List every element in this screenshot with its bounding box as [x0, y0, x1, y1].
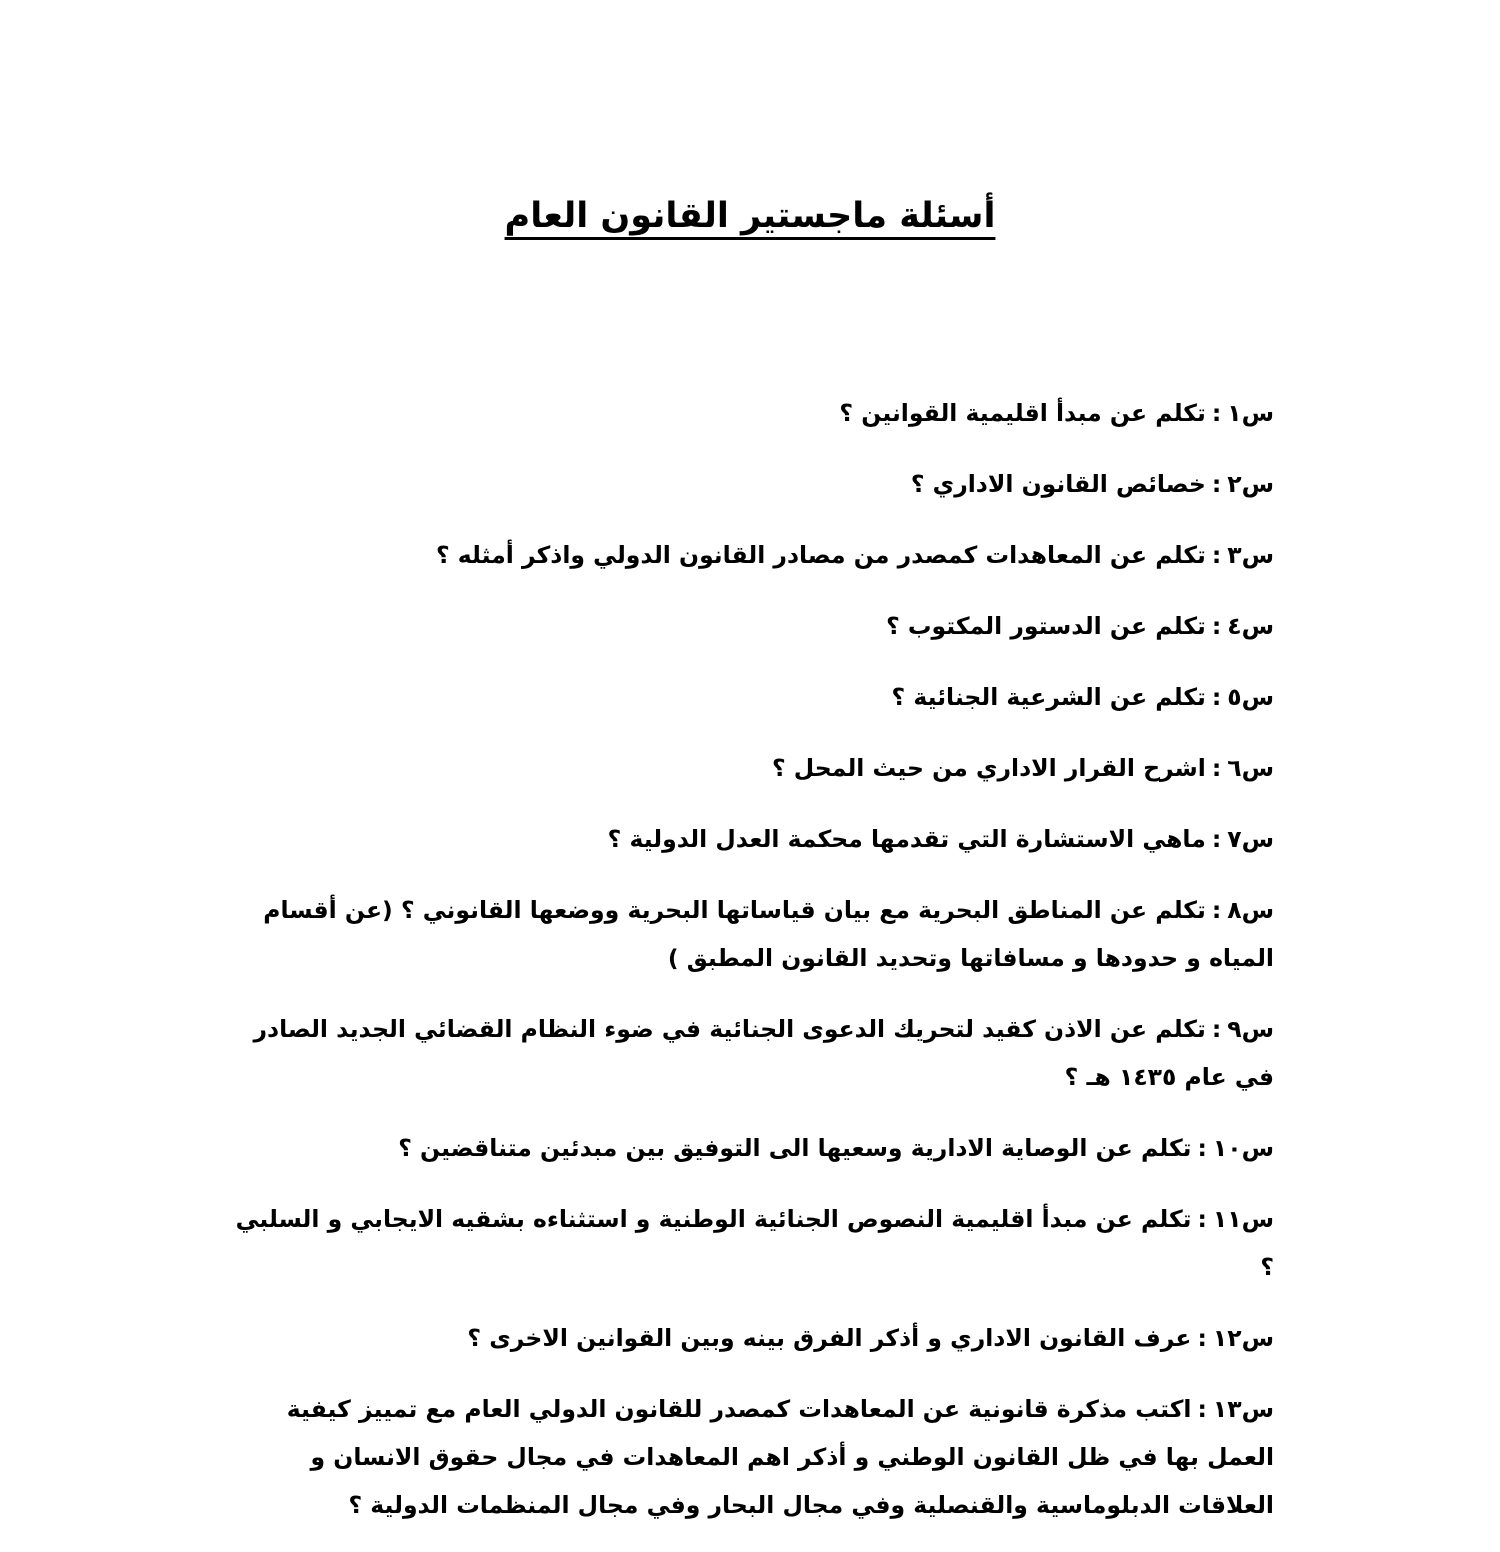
question-item	[234, 744, 1274, 792]
question-item	[234, 602, 1274, 650]
question-number: س١١	[1212, 1205, 1274, 1233]
question-text: تكلم عن مبدأ اقليمية النصوص الجنائية الوطنية و استثناءه بشقيه الايجابي و السلبي ؟	[235, 1205, 1274, 1281]
question-number: س٨	[1227, 896, 1274, 924]
question-separator: :	[1211, 683, 1222, 711]
question-separator: :	[1211, 399, 1222, 427]
question-number: س٢	[1227, 470, 1274, 498]
question-number: س٥	[1227, 683, 1274, 711]
question-item	[234, 1005, 1274, 1101]
question-number: س٤	[1227, 612, 1274, 640]
question-separator: :	[1197, 1134, 1207, 1162]
question-text: تكلم عن المناطق البحرية مع بيان قياساتها البحرية ووضعها القانوني ؟ (عن أقسام المياه و حدودها و مسافاتها وتحديد القانون المطبق )	[263, 896, 1274, 972]
question-number: س١٠	[1212, 1134, 1274, 1162]
question-separator: :	[1211, 896, 1222, 924]
question-text: عرف القانون الاداري و أذكر الفرق بينه وبين القوانين الاخرى ؟	[467, 1324, 1192, 1352]
question-separator: :	[1211, 754, 1222, 782]
question-text: خصائص القانون الاداري ؟	[910, 470, 1206, 498]
question-text: اكتب مذكرة قانونية عن المعاهدات كمصدر للقانون الدولي العام مع تمييز كيفية العمل بها في ظل القانون الوطني و أذكر اهم المعاهدات في مجال حقوق الانسان و العلاقات الدبلوماسية والقنصلية وفي مجال البحار وفي مجال المنظمات الدولية ؟	[286, 1395, 1274, 1519]
question-number: س٦	[1227, 754, 1274, 782]
question-text: ماهي الاستشارة التي تقدمها محكمة العدل الدولية ؟	[607, 825, 1206, 853]
question-item	[234, 1385, 1274, 1529]
question-separator: :	[1197, 1395, 1207, 1423]
question-number: س٧	[1227, 825, 1274, 853]
question-separator: :	[1211, 825, 1222, 853]
question-separator: :	[1211, 541, 1222, 569]
question-separator: :	[1211, 612, 1222, 640]
question-separator: :	[1211, 1015, 1222, 1043]
question-list	[234, 389, 1274, 1552]
question-number: س٣	[1227, 541, 1274, 569]
question-separator: :	[1197, 1205, 1207, 1233]
question-item	[234, 1124, 1274, 1172]
question-separator: :	[1211, 470, 1222, 498]
question-item	[234, 1314, 1274, 1362]
question-number: س١٣	[1212, 1395, 1274, 1423]
question-text: تكلم عن مبدأ اقليمية القوانين ؟	[839, 399, 1206, 427]
question-item	[234, 389, 1274, 437]
question-item	[234, 886, 1274, 982]
question-text: تكلم عن الشرعية الجنائية ؟	[891, 683, 1206, 711]
question-item	[234, 531, 1274, 579]
question-text: اشرح القرار الاداري من حيث المحل ؟	[771, 754, 1206, 782]
question-item	[234, 673, 1274, 721]
question-item	[234, 1195, 1274, 1291]
question-text: تكلم عن المعاهدات كمصدر من مصادر القانون الدولي واذكر أمثله ؟	[435, 541, 1206, 569]
question-text: تكلم عن الدستور المكتوب ؟	[886, 612, 1206, 640]
question-item	[234, 815, 1274, 863]
question-item	[234, 460, 1274, 508]
document-title-heading	[0, 188, 1500, 244]
document-title: أسئلة ماجستير القانون العام	[504, 196, 996, 236]
question-text: تكلم عن الوصاية الادارية وسعيها الى التوفيق بين مبدئين متناقضين ؟	[398, 1134, 1192, 1162]
question-number: س١٢	[1212, 1324, 1274, 1352]
question-number: س٩	[1227, 1015, 1274, 1043]
question-separator: :	[1197, 1324, 1207, 1352]
question-text: تكلم عن الاذن كقيد لتحريك الدعوى الجنائية في ضوء النظام القضائي الجديد الصادر في عام ١٤٣٥ هـ ؟	[253, 1015, 1274, 1091]
question-number: س١	[1227, 399, 1274, 427]
